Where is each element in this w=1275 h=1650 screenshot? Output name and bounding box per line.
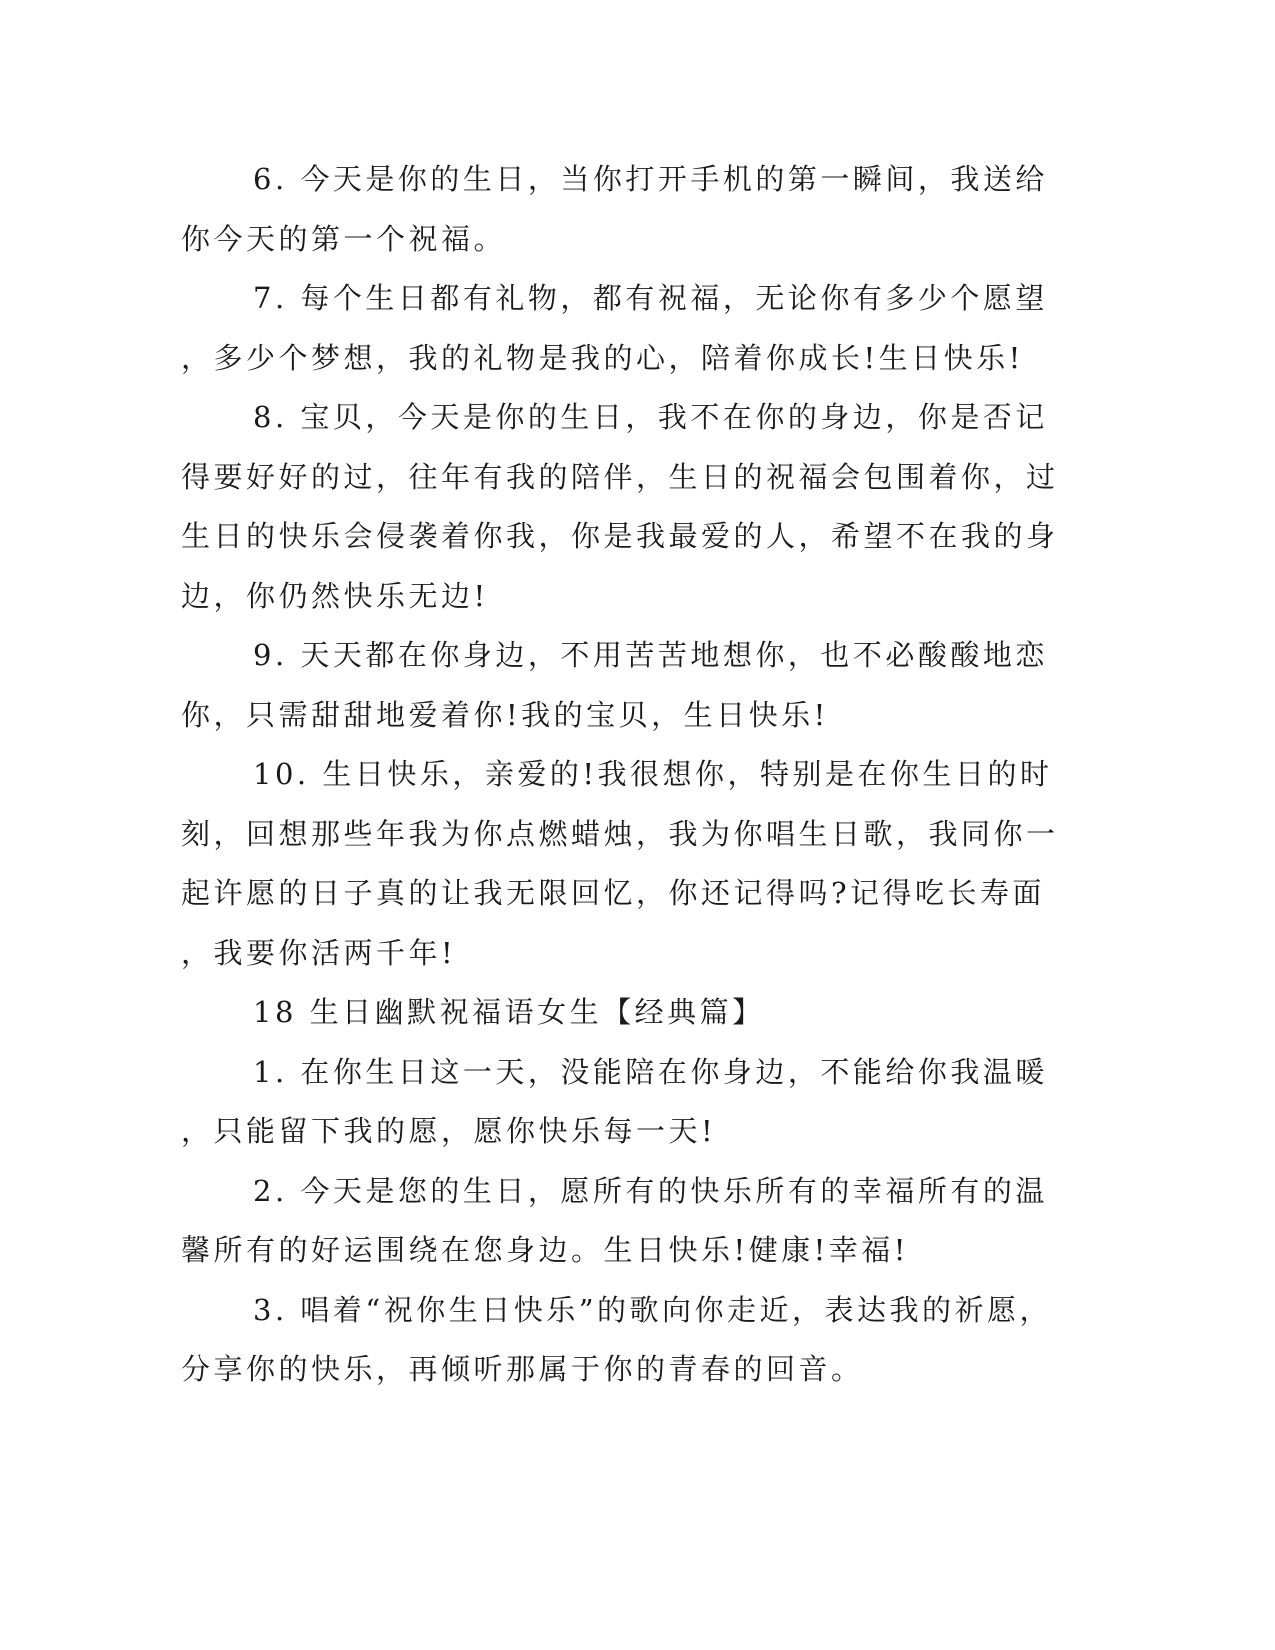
text-line: ，我要你活两千年! [181,935,457,970]
text-line: 边，你仍然快乐无边! [181,578,489,613]
text-line: 馨所有的好运围绕在您身边。生日快乐!健康!幸福! [181,1233,909,1267]
text-line: ，多少个梦想，我的礼物是我的心，陪着你成长!生日快乐! [181,340,1024,375]
paragraph-classic-3 [181,1281,1061,1400]
text-line: 10. 生日快乐，亲爱的!我很想你，特别是在你生日的时 [253,757,1053,791]
text-line: 7. 每个生日都有礼物，都有祝福，无论你有多少个愿望 [253,281,1048,315]
text-line: 你今天的第一个祝福。 [181,221,507,256]
paragraph-wish-8 [181,388,1061,626]
paragraph-classic-1 [181,1043,1061,1162]
paragraph-wish-7 [181,269,1061,388]
text-line: 6. 今天是你的生日，当你打开手机的第一瞬间，我送给 [253,162,1048,196]
paragraph-classic-2 [181,1162,1061,1281]
document-body [181,150,1061,1400]
text-line: 1. 在你生日这一天，没能陪在你身边，不能给你我温暖 [253,1054,1048,1089]
paragraph-wish-9 [181,626,1061,745]
text-line: 9. 天天都在你身边，不用苦苦地想你，也不必酸酸地恋 [253,638,1048,672]
text-line: 分享你的快乐，再倾听那属于你的青春的回音。 [181,1352,864,1386]
paragraph-wish-10 [181,745,1061,983]
text-line: 得要好好的过，往年有我的陪伴，生日的祝福会包围着你，过 [181,459,1059,494]
text-line: 生日的快乐会侵袭着你我，你是我最爱的人，希望不在我的身 [181,519,1059,553]
text-line: 3. 唱着“祝你生日快乐”的歌向你走近，表达我的祈愿， [253,1292,1053,1327]
text-line: ，只能留下我的愿，愿你快乐每一天! [181,1114,717,1148]
text-line: 2. 今天是您的生日，愿所有的快乐所有的幸福所有的温 [253,1173,1048,1208]
section-heading [181,983,1061,1043]
text-line: 刻，回想那些年我为你点燃蜡烛，我为你唱生日歌，我同你一 [181,816,1059,851]
section-heading-text: 18 生日幽默祝福语女生【经典篇】 [253,995,765,1029]
paragraph-wish-6 [181,150,1061,269]
text-line: 起许愿的日子真的让我无限回忆，你还记得吗?记得吃长寿面 [181,876,1046,910]
text-line: 你，只需甜甜地爱着你!我的宝贝，生日快乐! [181,697,829,732]
text-line: 8. 宝贝，今天是你的生日，我不在你的身边，你是否记 [253,400,1048,434]
